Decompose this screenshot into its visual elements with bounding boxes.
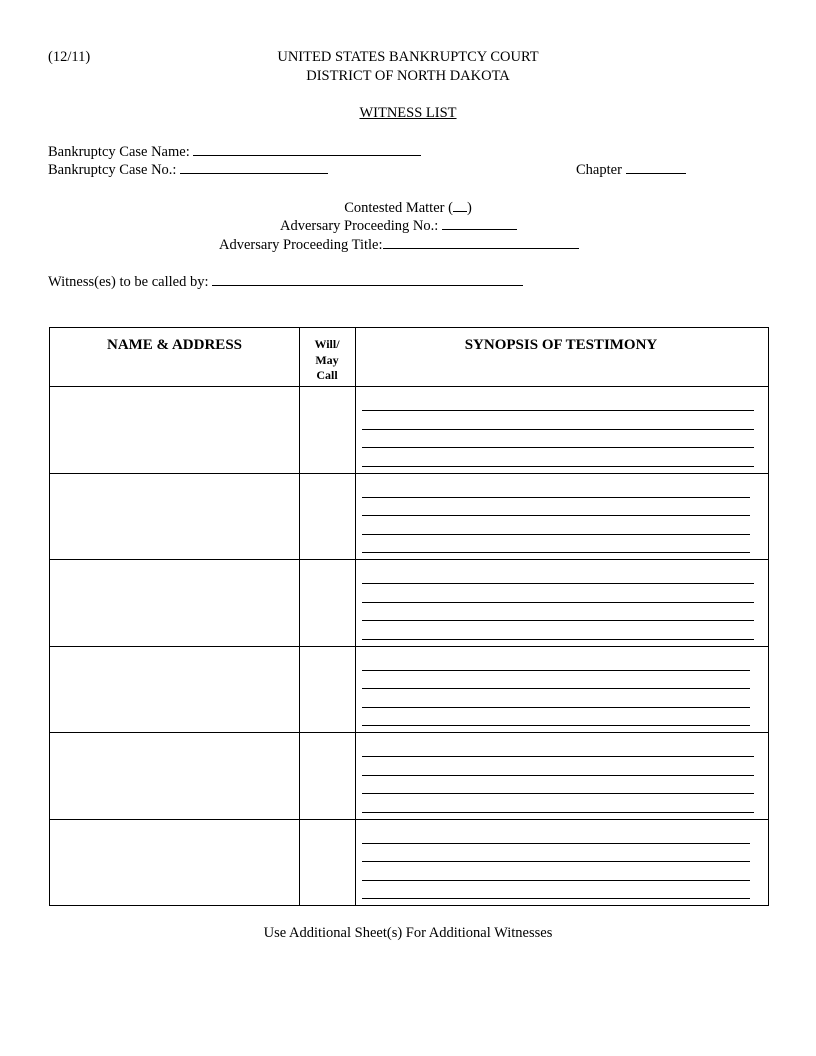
synopsis-line[interactable] <box>362 639 754 640</box>
footer-note: Use Additional Sheet(s) For Additional Witnesses <box>263 925 553 941</box>
adversary-title-field[interactable] <box>383 235 579 249</box>
witness-will-may-call-cell[interactable] <box>300 473 355 560</box>
synopsis-line[interactable] <box>362 515 750 516</box>
witness-name-address-cell[interactable] <box>50 559 299 646</box>
court-district: DISTRICT OF NORTH DAKOTA <box>306 68 510 84</box>
witness-name-address-cell[interactable] <box>50 732 299 819</box>
synopsis-line[interactable] <box>362 429 754 430</box>
case-name-row <box>48 142 421 161</box>
witness-will-may-call-cell[interactable] <box>300 732 355 819</box>
synopsis-line[interactable] <box>362 602 754 603</box>
witness-name-address-cell[interactable] <box>50 386 299 473</box>
synopsis-line[interactable] <box>362 775 754 776</box>
adversary-no-field[interactable] <box>442 216 517 230</box>
will-may-call-line1: Will/ <box>314 337 340 351</box>
witness-name-address-cell[interactable] <box>50 819 299 906</box>
contested-matter-close: ) <box>466 200 472 216</box>
case-name-label: Bankruptcy Case Name: <box>48 144 190 160</box>
synopsis-line[interactable] <box>362 410 754 411</box>
contested-matter-checkbox[interactable] <box>453 198 467 212</box>
synopsis-line[interactable] <box>362 497 750 498</box>
synopsis-line[interactable] <box>362 534 750 535</box>
column-header-synopsis: SYNOPSIS OF TESTIMONY <box>464 337 658 353</box>
adversary-no-label: Adversary Proceeding No.: <box>280 218 439 234</box>
witness-name-address-cell[interactable] <box>50 646 299 733</box>
synopsis-line[interactable] <box>362 725 750 726</box>
witness-will-may-call-cell[interactable] <box>300 559 355 646</box>
synopsis-line[interactable] <box>362 707 750 708</box>
synopsis-line[interactable] <box>362 812 754 813</box>
synopsis-line[interactable] <box>362 898 750 899</box>
synopsis-line[interactable] <box>362 880 750 881</box>
case-no-row <box>48 160 328 179</box>
witness-name-address-cell[interactable] <box>50 473 299 560</box>
synopsis-line[interactable] <box>362 756 754 757</box>
witness-will-may-call-cell[interactable] <box>300 819 355 906</box>
synopsis-line[interactable] <box>362 583 754 584</box>
witness-will-may-call-cell[interactable] <box>300 646 355 733</box>
will-may-call-line2: May <box>315 352 339 367</box>
called-by-label: Witness(es) to be called by: <box>48 274 209 290</box>
chapter-field[interactable] <box>626 160 686 174</box>
adversary-title-label: Adversary Proceeding Title: <box>219 237 383 253</box>
synopsis-line[interactable] <box>362 843 750 844</box>
synopsis-line[interactable] <box>362 793 754 794</box>
called-by-field[interactable] <box>212 272 523 286</box>
case-no-field[interactable] <box>180 160 328 174</box>
synopsis-line[interactable] <box>362 447 754 448</box>
chapter-row <box>576 160 686 179</box>
will-may-call-line3: Call <box>316 368 338 382</box>
revision-date: (12/11) <box>48 49 91 65</box>
chapter-label: Chapter <box>576 162 622 178</box>
case-no-label: Bankruptcy Case No.: <box>48 162 177 178</box>
form-title-text: WITNESS LIST <box>359 105 457 121</box>
column-header-name-address: NAME & ADDRESS <box>106 337 242 353</box>
adversary-title-row <box>219 235 579 254</box>
synopsis-line[interactable] <box>362 688 750 689</box>
synopsis-line[interactable] <box>362 620 754 621</box>
synopsis-line[interactable] <box>362 670 750 671</box>
synopsis-line[interactable] <box>362 861 750 862</box>
synopsis-line[interactable] <box>362 466 754 467</box>
called-by-row <box>48 272 523 291</box>
column-header-will-may-call <box>299 337 355 384</box>
witness-will-may-call-cell[interactable] <box>300 386 355 473</box>
witness-table <box>49 327 769 906</box>
synopsis-line[interactable] <box>362 552 750 553</box>
contested-matter-label: Contested Matter ( <box>344 200 453 216</box>
court-name: UNITED STATES BANKRUPTCY COURT <box>277 49 539 65</box>
contested-matter-row <box>0 198 816 217</box>
form-title <box>0 104 816 122</box>
adversary-no-row <box>280 216 517 235</box>
case-name-field[interactable] <box>193 142 421 156</box>
